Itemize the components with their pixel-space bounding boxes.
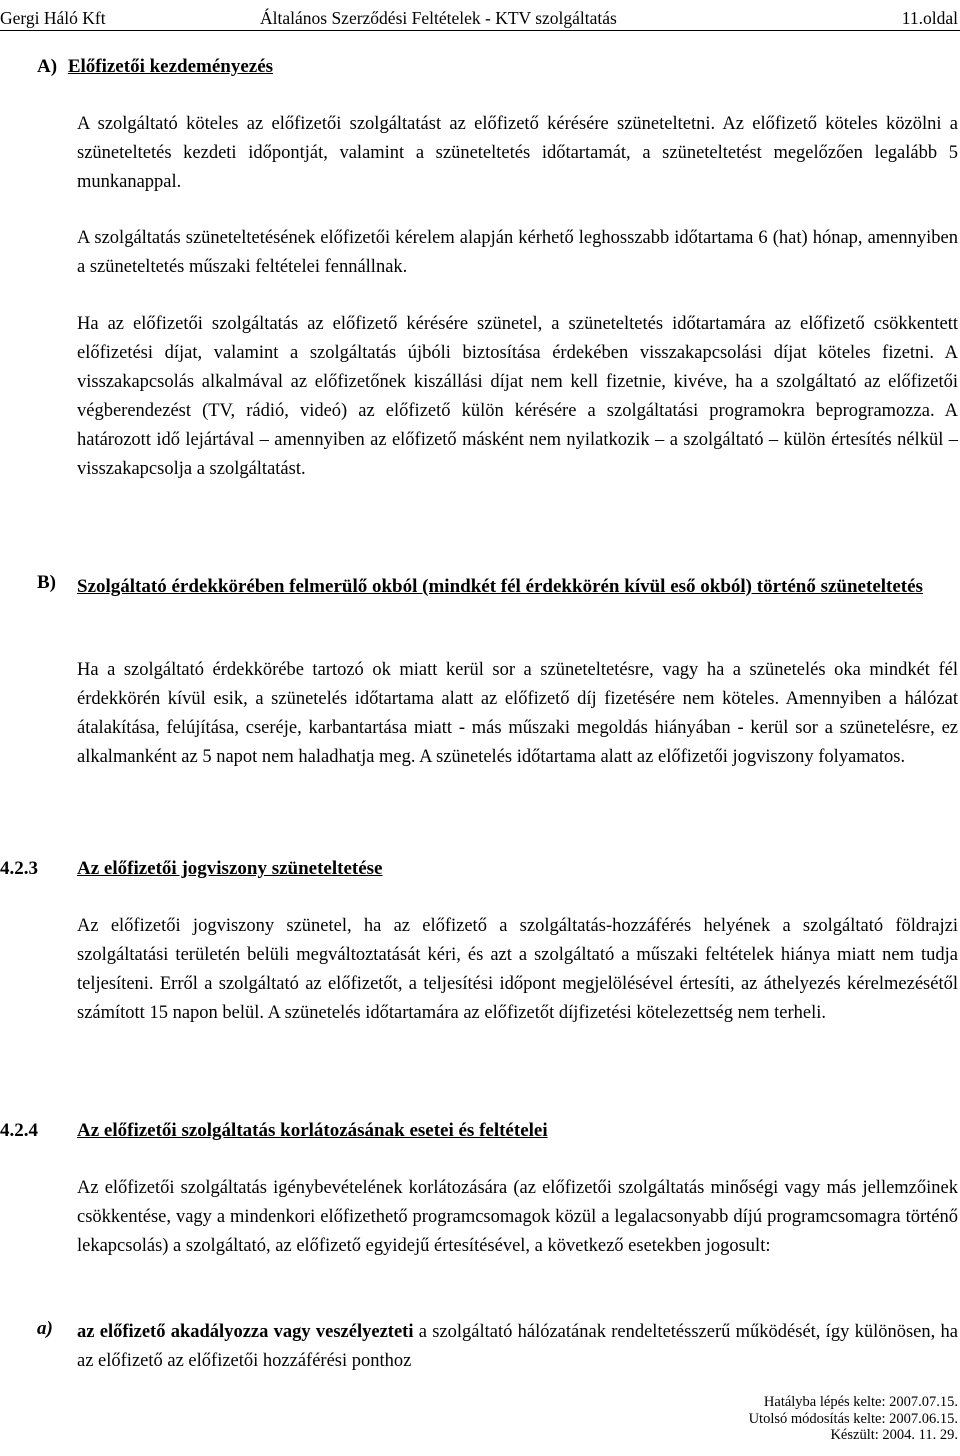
- list-item-a: [77, 1318, 958, 1376]
- section-b-title: [77, 572, 958, 601]
- header-page-number: 11.oldal: [901, 8, 958, 28]
- section-423-title: Az előfizetői jogviszony szüneteltetése: [77, 858, 383, 879]
- section-424-title-wrap: [77, 1120, 548, 1142]
- footer-effective-date: Hatályba lépés kelte: 2007.07.15.: [763, 1394, 958, 1410]
- section-a-paragraph-1: A szolgáltató köteles az előfizetői szolgáltatást az előfizető kérésére szüneteltetni. Az előfizető köteles közölni a szüneteltetés kezdeti időpontját, valamint a szüneteltetés időtartamát, a szüneteltetést megelőzően legalább 5 munkanappal.: [77, 114, 958, 192]
- section-b-title-text: Szolgáltató érdekkörében felmerülő okból (mindkét fél érdekkörén kívül eső okból) történő szüneteltetés: [77, 576, 923, 597]
- section-424-paragraph-1: Az előfizetői szolgáltatás igénybevételének korlátozására (az előfizetői szolgáltatás minőségi vagy más jellemzőinek csökkentése, vagy a mindenkori előfizethető programcsomagok közül a legalacsonyabb díjú programcsomagra történő lekapcsolás) a szolgáltató, az előfizető egyidejű értesítésével, a következő esetekben jogosult:: [77, 1178, 958, 1256]
- section-a-heading: [37, 56, 273, 78]
- header-title: Általános Szerződési Feltételek - KTV szolgáltatás: [260, 8, 617, 28]
- section-a-paragraph-3: Ha az előfizetői szolgáltatás az előfizető kérésére szünetel, a szüneteltetés időtartamára az előfizető csökkentett előfizetési díjat, valamint a szolgáltatás újbóli biztosítása érdekében visszakapcsolási díjat köteles fizetni. A visszakapcsolás alkalmával az előfizetőnek kiszállási díjat nem kell fizetnie, kivéve, ha a szolgáltató az előfizetői végberendezést (TV, rádió, videó) az előfizető külön kérésére a szolgáltatási programokra beprogramozza. A határozott idő lejártával – amennyiben az előfizető másként nem nyilatkozik – a szolgáltató – külön értesítés nélkül – visszakapcsolja a szolgáltatást.: [77, 314, 958, 479]
- header-company: Gergi Háló Kft: [0, 8, 106, 28]
- list-item-a-text: a szolgáltató hálózatának rendeltetésszerű működését, így különösen, ha az előfizető az előfizetői hozzáférési ponthoz: [77, 1322, 958, 1371]
- section-424-title: Az előfizetői szolgáltatás korlátozásának esetei és feltételei: [77, 1120, 548, 1141]
- footer-created-date: Készült: 2004. 11. 29.: [830, 1427, 958, 1443]
- section-a-paragraph-2: A szolgáltatás szüneteltetésének előfizetői kérelem alapján kérhető leghosszabb időtartama 6 (hat) hónap, amennyiben a szüneteltetés műszaki feltételei fennállnak.: [77, 228, 958, 277]
- section-423-paragraph-1: Az előfizetői jogviszony szünetel, ha az előfizető a szolgáltatás-hozzáférés helyének a szolgáltató földrajzi szolgáltatási területén belüli megváltoztatását kéri, és azt a szolgáltató a műszaki feltételek hiánya miatt nem tudja teljesíteni. Erről a szolgáltató az előfizetőt, a teljesítési időpont megjelölésével értesíti, az áthelyezés kérelmezésétől számított 15 napon belül. A szünetelés időtartamára az előfizetőt díjfizetési kötelezettség nem terheli.: [77, 916, 958, 1023]
- footer-modified-date: Utolsó módosítás kelte: 2007.06.15.: [748, 1410, 958, 1427]
- section-a-title: Előfizetői kezdeményezés: [67, 56, 274, 77]
- section-424-number: 4.2.4: [0, 1120, 38, 1141]
- section-a-label: A): [37, 56, 58, 77]
- page-footer: [749, 1394, 958, 1444]
- list-item-a-label: a): [37, 1318, 53, 1339]
- section-423-number: 4.2.3: [0, 858, 38, 879]
- section-424-heading: [0, 1120, 38, 1142]
- section-b-label: B): [37, 572, 56, 593]
- section-b-paragraph-1: Ha a szolgáltató érdekkörébe tartozó ok miatt kerül sor a szüneteltetésre, vagy ha a szünetelés oka mindkét fél érdekkörén kívül esik, a szünetelés időtartama alatt az előfizető díj fizetésére nem köteles. Amennyiben a hálózat átalakítása, felújítása, cseréje, karbantartása miatt - más műszaki megoldás hiányában - kerül sor a szünetelésre, ez alkalmanként az 5 napot nem haladhatja meg. A szünetelés időtartama alatt az előfizetői jogviszony folyamatos.: [77, 660, 958, 767]
- page-header: [0, 4, 960, 31]
- list-item-a-bold: az előfizető akadályozza vagy veszélyezteti: [77, 1322, 414, 1342]
- section-423-title-wrap: [77, 858, 382, 880]
- section-423-heading: [0, 858, 38, 880]
